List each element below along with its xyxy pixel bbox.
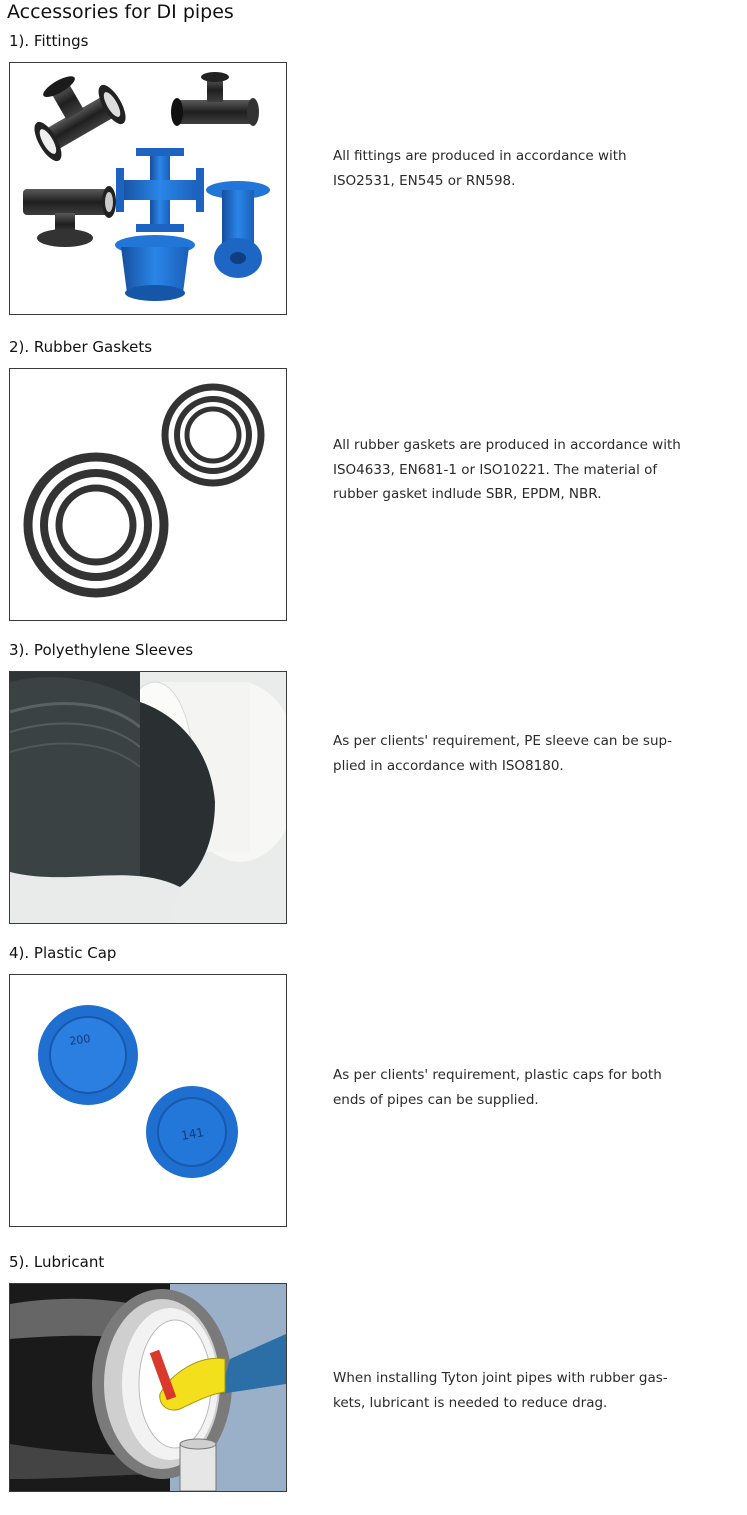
description-line: All rubber gaskets are produced in accordance with xyxy=(333,437,681,453)
gaskets-description xyxy=(333,433,703,507)
description-line: rubber gasket indlude SBR, EPDM, NBR. xyxy=(333,486,602,502)
lubricant-image xyxy=(9,1283,287,1492)
description-line: As per clients' requirement, PE sleeve can be sup- xyxy=(333,733,672,749)
caps-image xyxy=(9,974,287,1227)
lubricant-application-icon xyxy=(10,1284,286,1491)
sleeves-description xyxy=(333,729,703,778)
lubricant-description xyxy=(333,1366,703,1415)
description-line: ends of pipes can be supplied. xyxy=(333,1091,539,1108)
fittings-image xyxy=(9,62,287,315)
sleeves-image xyxy=(9,671,287,924)
caps-description xyxy=(333,1063,703,1112)
cap-label-141: 141 xyxy=(180,1125,206,1143)
page-title: Accessories for DI pipes xyxy=(7,1,234,23)
description-line: As per clients' requirement, plastic caps for both xyxy=(333,1067,662,1083)
description-line: plied in accordance with ISO8180. xyxy=(333,757,564,774)
description-line: When installing Tyton joint pipes with rubber gas- xyxy=(333,1370,668,1386)
section-caps-heading: 4). Plastic Cap xyxy=(9,944,117,962)
section-fittings-heading: 1). Fittings xyxy=(9,32,89,50)
section-sleeves-heading: 3). Polyethylene Sleeves xyxy=(9,641,194,659)
cap-label-200: 200 xyxy=(68,1032,92,1048)
section-gaskets-heading: 2). Rubber Gaskets xyxy=(9,338,153,356)
description-line: All fittings are produced in accordance with xyxy=(333,148,627,164)
description-line: ISO2531, EN545 or RN598. xyxy=(333,172,516,189)
section-lubricant-heading: 5). Lubricant xyxy=(9,1253,105,1271)
rubber-gaskets-icon xyxy=(10,369,286,620)
gaskets-image xyxy=(9,368,287,621)
polyethylene-sleeve-icon xyxy=(10,672,286,923)
pipe-fittings-icon xyxy=(10,63,286,314)
description-line: ISO4633, EN681-1 or ISO10221. The material of xyxy=(333,461,658,478)
plastic-cap-icon xyxy=(10,975,286,1226)
description-line: kets, lubricant is needed to reduce drag. xyxy=(333,1394,608,1411)
fittings-description xyxy=(333,144,703,193)
